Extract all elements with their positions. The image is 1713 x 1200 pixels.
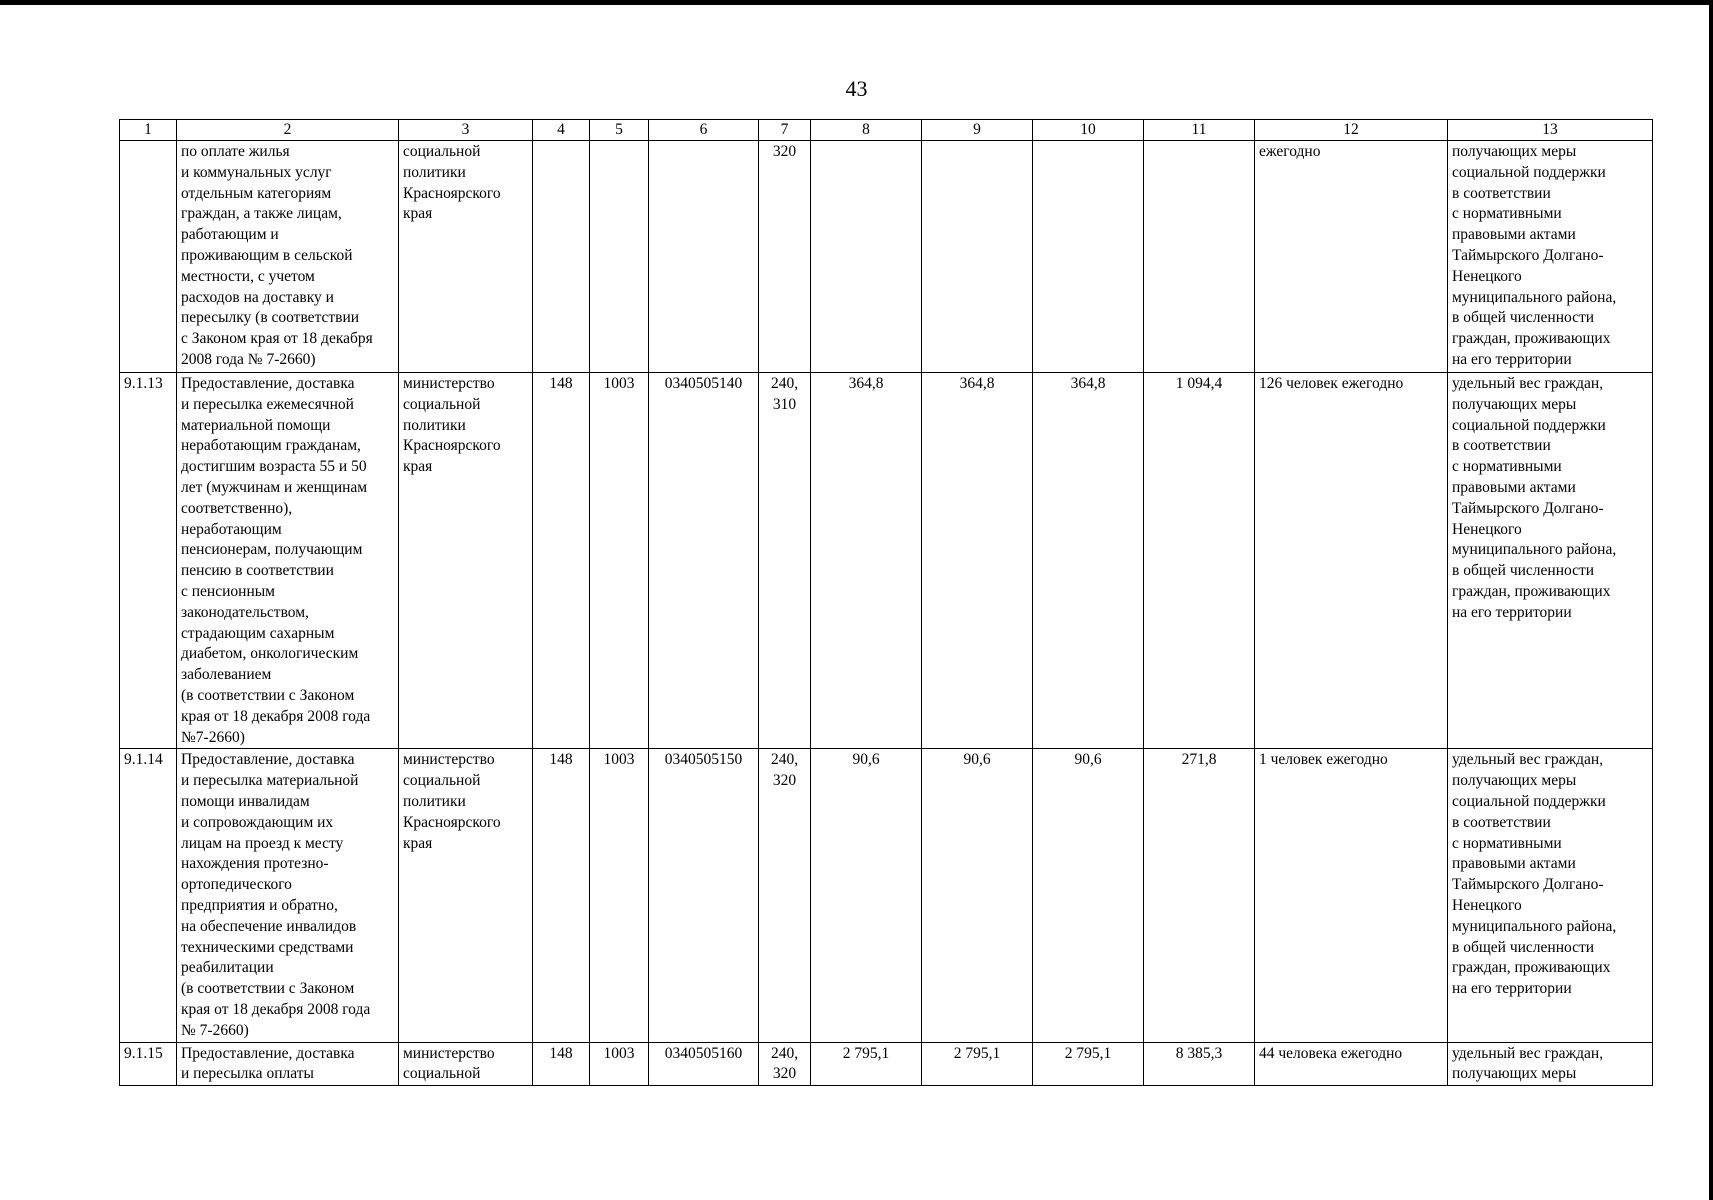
header-cell: 2	[177, 120, 399, 141]
measure-description-cell: Предоставление, доставка и пересылка оплаты	[177, 1042, 399, 1086]
amount-year2-cell: 2 795,1	[922, 1042, 1033, 1086]
header-cell: 7	[759, 120, 811, 141]
page-number: 43	[845, 76, 868, 101]
indicator-cell: удельный вес граждан, получающих меры социальной поддержки в соответствии с нормативными правовыми актами Таймырского Долгано- Ненецкого муниципального района, в общей численности граждан, проживающих на его территории	[1448, 749, 1653, 1042]
header-cell: 4	[533, 120, 590, 141]
amount-year3-cell: 90,6	[1033, 749, 1144, 1042]
item-number-cell: 9.1.14	[120, 749, 177, 1042]
administrator-cell: министерство социальной политики Красноярского края	[399, 373, 533, 749]
section-code-cell	[590, 141, 649, 373]
header-cell: 3	[399, 120, 533, 141]
expected-result-cell: ежегодно	[1255, 141, 1448, 373]
target-article-cell: 0340505140	[649, 373, 759, 749]
amount-year1-cell: 2 795,1	[811, 1042, 922, 1086]
program-table	[119, 119, 1653, 1086]
amount-year2-cell	[922, 141, 1033, 373]
amount-year1-cell	[811, 141, 922, 373]
table-row	[120, 141, 1653, 373]
header-cell: 10	[1033, 120, 1144, 141]
amount-year3-cell: 364,8	[1033, 373, 1144, 749]
header-cell: 11	[1144, 120, 1255, 141]
target-article-cell: 0340505150	[649, 749, 759, 1042]
grbs-code-cell: 148	[533, 749, 590, 1042]
amount-total-cell: 1 094,4	[1144, 373, 1255, 749]
administrator-cell: министерство социальной	[399, 1042, 533, 1086]
indicator-cell: получающих меры социальной поддержки в соответствии с нормативными правовыми актами Таймырского Долгано- Ненецкого муниципального района, в общей численности граждан, проживающих на его территории	[1448, 141, 1653, 373]
scan-border-right	[1709, 0, 1713, 1200]
grbs-code-cell	[533, 141, 590, 373]
amount-year1-cell: 90,6	[811, 749, 922, 1042]
measure-description-cell: по оплате жилья и коммунальных услуг отдельным категориям граждан, а также лицам, работающим и проживающим в сельской местности, с учетом расходов на доставку и пересылку (в соответствии с Законом края от 18 декабря 2008 года № 7-2660)	[177, 141, 399, 373]
header-cell: 6	[649, 120, 759, 141]
amount-year3-cell: 2 795,1	[1033, 1042, 1144, 1086]
amount-year2-cell: 364,8	[922, 373, 1033, 749]
header-cell: 9	[922, 120, 1033, 141]
header-cell: 5	[590, 120, 649, 141]
measure-description-cell: Предоставление, доставка и пересылка материальной помощи инвалидам и сопровождающим их лицам на проезд к месту нахождения протезно- ортопедического предприятия и обратно, на обеспечение инвалидов техническими средствами реабилитации (в соответствии с Законом края от 18 декабря 2008 года № 7-2660)	[177, 749, 399, 1042]
amount-total-cell: 271,8	[1144, 749, 1255, 1042]
expense-type-cell: 240, 320	[759, 1042, 811, 1086]
amount-total-cell	[1144, 141, 1255, 373]
header-cell: 8	[811, 120, 922, 141]
scan-border-top	[0, 0, 1713, 5]
header-row	[120, 120, 1653, 141]
header-cell: 13	[1448, 120, 1653, 141]
expense-type-cell: 240, 320	[759, 749, 811, 1042]
table-row	[120, 1042, 1653, 1086]
amount-total-cell: 8 385,3	[1144, 1042, 1255, 1086]
expected-result-cell: 126 человек ежегодно	[1255, 373, 1448, 749]
header-cell: 1	[120, 120, 177, 141]
administrator-cell: министерство социальной политики Красноярского края	[399, 749, 533, 1042]
grbs-code-cell: 148	[533, 1042, 590, 1086]
expense-type-cell: 320	[759, 141, 811, 373]
section-code-cell: 1003	[590, 1042, 649, 1086]
indicator-cell: удельный вес граждан, получающих меры социальной поддержки в соответствии с нормативными правовыми актами Таймырского Долгано- Ненецкого муниципального района, в общей численности граждан, проживающих на его территории	[1448, 373, 1653, 749]
indicator-cell: удельный вес граждан, получающих меры	[1448, 1042, 1653, 1086]
amount-year1-cell: 364,8	[811, 373, 922, 749]
measure-description-cell: Предоставление, доставка и пересылка ежемесячной материальной помощи неработающим гражданам, достигшим возраста 55 и 50 лет (мужчинам и женщинам соответственно), неработающим пенсионерам, получающим пенсию в соответствии с пенсионным законодательством, страдающим сахарным диабетом, онкологическим заболеванием (в соответствии с Законом края от 18 декабря 2008 года №7-2660)	[177, 373, 399, 749]
section-code-cell: 1003	[590, 373, 649, 749]
grbs-code-cell: 148	[533, 373, 590, 749]
amount-year3-cell	[1033, 141, 1144, 373]
table-row	[120, 749, 1653, 1042]
administrator-cell: социальной политики Красноярского края	[399, 141, 533, 373]
table-row	[120, 373, 1653, 749]
expense-type-cell: 240, 310	[759, 373, 811, 749]
item-number-cell: 9.1.15	[120, 1042, 177, 1086]
target-article-cell: 0340505160	[649, 1042, 759, 1086]
expected-result-cell: 44 человека ежегодно	[1255, 1042, 1448, 1086]
item-number-cell	[120, 141, 177, 373]
expected-result-cell: 1 человек ежегодно	[1255, 749, 1448, 1042]
target-article-cell	[649, 141, 759, 373]
header-cell: 12	[1255, 120, 1448, 141]
item-number-cell: 9.1.13	[120, 373, 177, 749]
section-code-cell: 1003	[590, 749, 649, 1042]
amount-year2-cell: 90,6	[922, 749, 1033, 1042]
